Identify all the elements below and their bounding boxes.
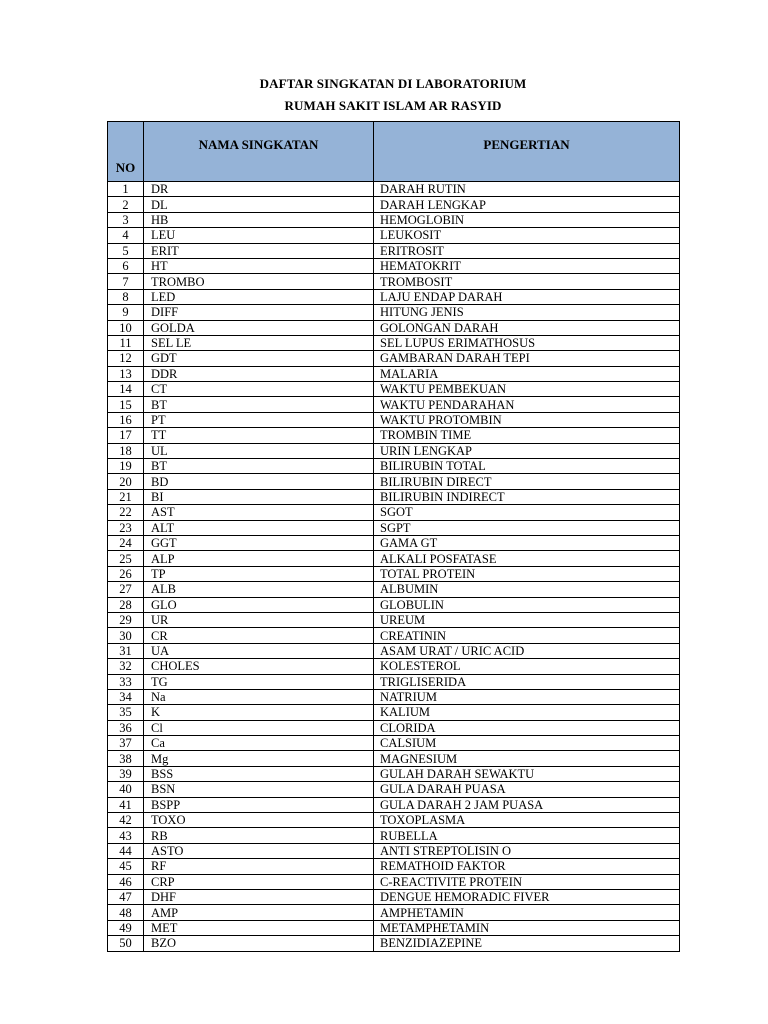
table-row: [108, 582, 680, 597]
row-number: 2: [108, 197, 144, 212]
table-row: [108, 366, 680, 381]
row-number: 47: [108, 889, 144, 904]
row-number: 7: [108, 274, 144, 289]
row-number: 35: [108, 705, 144, 720]
table-row: [108, 228, 680, 243]
meaning-cell: SGPT: [374, 520, 680, 535]
meaning-cell: GULAH DARAH SEWAKTU: [374, 766, 680, 781]
row-number: 3: [108, 212, 144, 227]
meaning-cell: WAKTU PENDARAHAN: [374, 397, 680, 412]
abbreviation-cell: BSS: [144, 766, 374, 781]
table-row: [108, 628, 680, 643]
table-row: [108, 736, 680, 751]
row-number: 5: [108, 243, 144, 258]
meaning-cell: ALKALI POSFATASE: [374, 551, 680, 566]
abbreviation-cell: TT: [144, 428, 374, 443]
row-number: 38: [108, 751, 144, 766]
table-row: [108, 320, 680, 335]
abbreviation-cell: RB: [144, 828, 374, 843]
meaning-cell: TOTAL PROTEIN: [374, 566, 680, 581]
meaning-cell: TROMBOSIT: [374, 274, 680, 289]
meaning-cell: GULA DARAH 2 JAM PUASA: [374, 797, 680, 812]
row-number: 10: [108, 320, 144, 335]
abbreviation-cell: ALP: [144, 551, 374, 566]
meaning-cell: BILIRUBIN INDIRECT: [374, 489, 680, 504]
abbreviation-cell: TROMBO: [144, 274, 374, 289]
abbreviation-cell: BD: [144, 474, 374, 489]
meaning-cell: BILIRUBIN DIRECT: [374, 474, 680, 489]
meaning-cell: REMATHOID FAKTOR: [374, 859, 680, 874]
abbreviation-cell: HB: [144, 212, 374, 227]
abbreviation-cell: ALT: [144, 520, 374, 535]
table-row: [108, 535, 680, 550]
row-number: 39: [108, 766, 144, 781]
table-row: [108, 412, 680, 427]
abbreviation-cell: ASTO: [144, 843, 374, 858]
table-row: [108, 443, 680, 458]
table-row: [108, 197, 680, 212]
meaning-cell: ASAM URAT / URIC ACID: [374, 643, 680, 658]
table-row: [108, 335, 680, 350]
table-row: [108, 905, 680, 920]
row-number: 29: [108, 612, 144, 627]
table-row: [108, 659, 680, 674]
abbreviation-cell: Cl: [144, 720, 374, 735]
table-row: [108, 551, 680, 566]
table-row: [108, 212, 680, 227]
row-number: 26: [108, 566, 144, 581]
abbreviation-cell: PT: [144, 412, 374, 427]
table-row: [108, 720, 680, 735]
meaning-cell: GLOBULIN: [374, 597, 680, 612]
abbreviation-cell: UA: [144, 643, 374, 658]
meaning-cell: DARAH LENGKAP: [374, 197, 680, 212]
meaning-cell: RUBELLA: [374, 828, 680, 843]
row-number: 13: [108, 366, 144, 381]
header-row: [108, 122, 680, 182]
row-number: 31: [108, 643, 144, 658]
meaning-cell: DENGUE HEMORADIC FIVER: [374, 889, 680, 904]
row-number: 28: [108, 597, 144, 612]
table-row: [108, 797, 680, 812]
meaning-cell: NATRIUM: [374, 689, 680, 704]
meaning-cell: UREUM: [374, 612, 680, 627]
table-row: [108, 428, 680, 443]
meaning-cell: CREATININ: [374, 628, 680, 643]
abbreviation-cell: LEU: [144, 228, 374, 243]
table-row: [108, 689, 680, 704]
meaning-cell: ANTI STREPTOLISIN O: [374, 843, 680, 858]
meaning-cell: METAMPHETAMIN: [374, 920, 680, 935]
row-number: 46: [108, 874, 144, 889]
meaning-cell: ERITROSIT: [374, 243, 680, 258]
abbreviation-cell: UR: [144, 612, 374, 627]
abbreviation-cell: DHF: [144, 889, 374, 904]
table-row: [108, 382, 680, 397]
table-row: [108, 920, 680, 935]
meaning-cell: SGOT: [374, 505, 680, 520]
meaning-cell: CLORIDA: [374, 720, 680, 735]
abbreviation-cell: GGT: [144, 535, 374, 550]
table-row: [108, 766, 680, 781]
table-row: [108, 351, 680, 366]
abbreviation-cell: LED: [144, 289, 374, 304]
abbreviation-cell: BT: [144, 459, 374, 474]
table-row: [108, 182, 680, 197]
row-number: 33: [108, 674, 144, 689]
header-no: NO: [108, 122, 144, 182]
table-row: [108, 520, 680, 535]
row-number: 30: [108, 628, 144, 643]
row-number: 45: [108, 859, 144, 874]
abbreviation-cell: TOXO: [144, 813, 374, 828]
table-row: [108, 258, 680, 273]
meaning-cell: SEL LUPUS ERIMATHOSUS: [374, 335, 680, 350]
meaning-cell: HEMOGLOBIN: [374, 212, 680, 227]
header-abbreviation: NAMA SINGKATAN: [144, 122, 374, 182]
table-row: [108, 751, 680, 766]
abbreviation-cell: CT: [144, 382, 374, 397]
table-row: [108, 936, 680, 951]
table-row: [108, 289, 680, 304]
row-number: 36: [108, 720, 144, 735]
abbreviation-cell: BSN: [144, 782, 374, 797]
row-number: 17: [108, 428, 144, 443]
meaning-cell: HEMATOKRIT: [374, 258, 680, 273]
table-row: [108, 305, 680, 320]
table-row: [108, 828, 680, 843]
meaning-cell: DARAH RUTIN: [374, 182, 680, 197]
row-number: 27: [108, 582, 144, 597]
abbreviation-cell: DIFF: [144, 305, 374, 320]
row-number: 1: [108, 182, 144, 197]
table-row: [108, 874, 680, 889]
meaning-cell: URIN LENGKAP: [374, 443, 680, 458]
meaning-cell: BENZIDIAZEPINE: [374, 936, 680, 951]
table-row: [108, 459, 680, 474]
abbreviation-cell: ERIT: [144, 243, 374, 258]
row-number: 44: [108, 843, 144, 858]
abbreviation-cell: Na: [144, 689, 374, 704]
abbreviation-cell: CHOLES: [144, 659, 374, 674]
table-row: [108, 889, 680, 904]
row-number: 18: [108, 443, 144, 458]
meaning-cell: LAJU ENDAP DARAH: [374, 289, 680, 304]
table-row: [108, 705, 680, 720]
table-row: [108, 489, 680, 504]
abbreviation-cell: AST: [144, 505, 374, 520]
document-subtitle: RUMAH SAKIT ISLAM AR RASYID: [284, 98, 502, 113]
row-number: 50: [108, 936, 144, 951]
abbreviation-cell: SEL LE: [144, 335, 374, 350]
meaning-cell: AMPHETAMIN: [374, 905, 680, 920]
table-row: [108, 597, 680, 612]
meaning-cell: KALIUM: [374, 705, 680, 720]
abbreviation-cell: CR: [144, 628, 374, 643]
table-row: [108, 643, 680, 658]
abbreviation-cell: MET: [144, 920, 374, 935]
meaning-cell: BILIRUBIN TOTAL: [374, 459, 680, 474]
abbreviation-cell: GDT: [144, 351, 374, 366]
meaning-cell: MALARIA: [374, 366, 680, 381]
abbreviation-cell: BSPP: [144, 797, 374, 812]
table-row: [108, 505, 680, 520]
abbreviation-cell: Ca: [144, 736, 374, 751]
table-row: [108, 274, 680, 289]
row-number: 49: [108, 920, 144, 935]
row-number: 20: [108, 474, 144, 489]
row-number: 41: [108, 797, 144, 812]
abbreviation-table: [107, 121, 680, 952]
abbreviation-cell: GLO: [144, 597, 374, 612]
table-row: [108, 397, 680, 412]
abbreviation-cell: BT: [144, 397, 374, 412]
table-row: [108, 782, 680, 797]
row-number: 23: [108, 520, 144, 535]
row-number: 32: [108, 659, 144, 674]
meaning-cell: LEUKOSIT: [374, 228, 680, 243]
row-number: 48: [108, 905, 144, 920]
meaning-cell: TROMBIN TIME: [374, 428, 680, 443]
row-number: 25: [108, 551, 144, 566]
meaning-cell: TOXOPLASMA: [374, 813, 680, 828]
meaning-cell: GOLONGAN DARAH: [374, 320, 680, 335]
abbreviation-cell: DR: [144, 182, 374, 197]
row-number: 16: [108, 412, 144, 427]
row-number: 6: [108, 258, 144, 273]
row-number: 8: [108, 289, 144, 304]
table-row: [108, 612, 680, 627]
table-row: [108, 474, 680, 489]
table-row: [108, 243, 680, 258]
meaning-cell: GAMBARAN DARAH TEPI: [374, 351, 680, 366]
table-row: [108, 674, 680, 689]
row-number: 34: [108, 689, 144, 704]
row-number: 14: [108, 382, 144, 397]
abbreviation-cell: GOLDA: [144, 320, 374, 335]
abbreviation-cell: DDR: [144, 366, 374, 381]
meaning-cell: ALBUMIN: [374, 582, 680, 597]
abbreviation-cell: HT: [144, 258, 374, 273]
meaning-cell: WAKTU PROTOMBIN: [374, 412, 680, 427]
abbreviation-cell: ALB: [144, 582, 374, 597]
abbreviation-cell: CRP: [144, 874, 374, 889]
table-row: [108, 843, 680, 858]
row-number: 11: [108, 335, 144, 350]
row-number: 37: [108, 736, 144, 751]
row-number: 12: [108, 351, 144, 366]
abbreviation-cell: TG: [144, 674, 374, 689]
meaning-cell: C-REACTIVITE PROTEIN: [374, 874, 680, 889]
abbreviation-cell: BZO: [144, 936, 374, 951]
row-number: 24: [108, 535, 144, 550]
abbreviation-cell: AMP: [144, 905, 374, 920]
table-header: [108, 122, 680, 182]
table-row: [108, 813, 680, 828]
abbreviation-cell: Mg: [144, 751, 374, 766]
abbreviation-cell: BI: [144, 489, 374, 504]
meaning-cell: WAKTU PEMBEKUAN: [374, 382, 680, 397]
meaning-cell: GULA DARAH PUASA: [374, 782, 680, 797]
abbreviation-cell: DL: [144, 197, 374, 212]
table-row: [108, 566, 680, 581]
table-body: [108, 182, 680, 952]
row-number: 21: [108, 489, 144, 504]
meaning-cell: GAMA GT: [374, 535, 680, 550]
abbreviation-cell: RF: [144, 859, 374, 874]
row-number: 42: [108, 813, 144, 828]
abbreviation-cell: TP: [144, 566, 374, 581]
meaning-cell: HITUNG JENIS: [374, 305, 680, 320]
row-number: 4: [108, 228, 144, 243]
row-number: 43: [108, 828, 144, 843]
abbreviation-cell: K: [144, 705, 374, 720]
meaning-cell: TRIGLISERIDA: [374, 674, 680, 689]
header-meaning: PENGERTIAN: [374, 122, 680, 182]
meaning-cell: MAGNESIUM: [374, 751, 680, 766]
row-number: 22: [108, 505, 144, 520]
row-number: 19: [108, 459, 144, 474]
table-row: [108, 859, 680, 874]
abbreviation-cell: UL: [144, 443, 374, 458]
row-number: 40: [108, 782, 144, 797]
row-number: 15: [108, 397, 144, 412]
meaning-cell: CALSIUM: [374, 736, 680, 751]
document-title: DAFTAR SINGKATAN DI LABORATORIUM: [259, 76, 527, 91]
meaning-cell: KOLESTEROL: [374, 659, 680, 674]
row-number: 9: [108, 305, 144, 320]
